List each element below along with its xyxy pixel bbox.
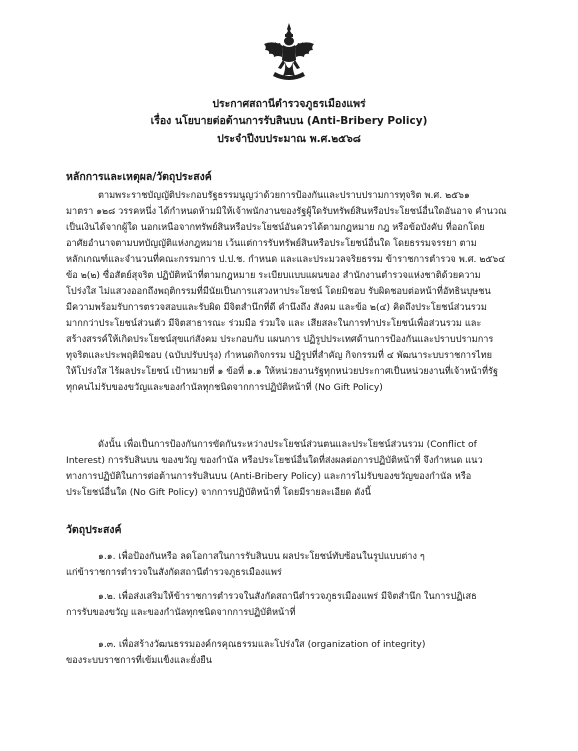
text-line: โปร่งใส ไม่แสวงออกถึงพฤติกรรมที่มีนัยเป็นการแสวงหาประโยชน์ โดยมิชอบ รับผิดชอบต่อหน้าที่อัทธินบุษชน bbox=[66, 286, 491, 297]
principles-paragraph-2 bbox=[66, 437, 515, 501]
text-line: แก่ข้าราชการตำรวจในสังกัดสถานีตำรวจภูธรเมืองแพร่ bbox=[66, 567, 282, 578]
text-line: ของระบบราชการที่เข้มแข็งและยั่งยืน bbox=[66, 655, 213, 666]
text-line: ข้อ ๒(๒) ซื่อสัตย์สุจริต ปฏิบัติหน้าที่ตามกฎหมาย ระเบียบแบบแผนของ สำนักงานตำรวจแห่งชาติด้วยความ bbox=[66, 270, 481, 281]
text-line: ให้โปร่งใส ไร้ผลประโยชน์ เป้าหมายที่ ๑ ข้อที่ ๑.๑ ให้หน่วยงานรัฐทุกหน่วยประกาศเป็นหน่วยงานที่เจ้าหน้าที่รัฐ bbox=[66, 366, 499, 377]
text-line: ทุกคนไม่รับของขวัญและของกำนัลทุกชนิดจากการปฏิบัติหน้าที่ (No Gift Policy) bbox=[66, 382, 383, 393]
text-line: มีความพร้อมรับการตรวจสอบและรับผิด มีจิตสำนึกที่ดี คำนึงถึง สังคม และข้อ ๒(๔) คิดถึงประโยชน์ส่วนรวม bbox=[66, 302, 487, 313]
text-line: ประโยชน์อื่นใด (No Gift Policy) จากการปฏิบัติหน้าที่ โดยมีรายละเอียด ดังนี้ bbox=[66, 487, 371, 498]
objective-item-3 bbox=[66, 637, 515, 669]
text-line: หลักเกณฑ์และจำนวนที่คณะกรรมการ ป.ป.ช. กำหนด และและประมวลจริยธรรม ข้าราชการตำรวจ พ.ศ. ๒๕๖๔ bbox=[66, 254, 506, 265]
announcement-subject: เรื่อง นโยบายต่อต้านการรับสินบน (Anti-Bribery Policy) bbox=[150, 115, 428, 127]
announcement-issuer: ประกาศสถานีตำรวจภูธรเมืองแพร่ bbox=[212, 98, 366, 110]
text-line: ทุจริตและประพฤติมิชอบ (ฉบับปรับปรุง) กำหนดกิจกรรม ปฏิรูปที่สำคัญ กิจกรรมที่ ๔ พัฒนาระบบราชการไทย bbox=[66, 350, 493, 361]
text-line: การรับของขวัญ และของกำนัลทุกชนิดจากการปฏิบัติหน้าที่ bbox=[66, 607, 296, 618]
principles-heading: หลักการและเหตุผล/วัตถุประสงค์ bbox=[66, 171, 212, 183]
objective-item-2 bbox=[66, 589, 515, 621]
text-line: ดังนั้น เพื่อเป็นการป้องกันการขัดกันระหว่างประโยชน์ส่วนตนและประโยชน์ส่วนรวม (Conflict of bbox=[98, 439, 477, 450]
text-line: สร้างสรรค์ให้เกิดประโยชน์สุขแก่สังคม ประกอบกับ แผนการ ปฏิรูปประเทศด้านการป้องกันและปราบปรามการ bbox=[66, 334, 494, 345]
text-line: อาศัยอำนาจตามบทบัญญัติแห่งกฎหมาย เว้นแต่การรับทรัพย์สินหรือประโยชน์อื่นใด โดยธรรมจรรยา ตาม bbox=[66, 238, 477, 249]
principles-paragraph-1 bbox=[66, 188, 515, 396]
text-line: ๑.๒. เพื่อส่งเสริมให้ข้าราชการตำรวจในสังกัดสถานีตำรวจภูธรเมืองแพร่ มีจิตสำนึก ในการปฏิเสธ bbox=[98, 591, 477, 602]
fiscal-year: ประจำปีงบประมาณ พ.ศ.๒๕๖๘ bbox=[217, 133, 361, 145]
objectives-heading: วัตถุประสงค์ bbox=[66, 524, 122, 536]
garuda-emblem-icon bbox=[261, 22, 317, 84]
text-line: ๑.๓. เพื่อสร้างวัฒนธรรมองค์กรคุณธรรมและโปร่งใส (organization of integrity) bbox=[98, 639, 426, 650]
text-line: มากกว่าประโยชน์ส่วนตัว มีจิตสาธารณะ ร่วมมือ ร่วมใจ และ เสียสละในการทำประโยชน์เพื่อส่วนรวม และ bbox=[66, 318, 482, 329]
text-line: เป็นเงินได้จากผู้ใด นอกเหนือจากทรัพย์สินหรือประโยชน์อันควรได้ตามกฎหมาย กฎ หรือข้อบังคับ ที่ออกโดย bbox=[66, 222, 485, 233]
text-line: ๑.๑. เพื่อป้องกันหรือ ลดโอกาสในการรับสินบน ผลประโยชน์ทับซ้อนในรูปแบบต่าง ๆ bbox=[98, 551, 425, 562]
text-line: ทางการปฏิบัติในการต่อต้านการรับสินบน (Anti-Bribery Policy) และการไม่รับของขวัญของกำนัล หรือ bbox=[66, 471, 472, 482]
text-line: Interest) การรับสินบน ของขวัญ ของกำนัล หรือประโยชน์อื่นใดที่ส่งผลต่อการปฏิบัติหน้าที่ จึงกำหนด แนว bbox=[66, 455, 483, 466]
text-line: มาตรา ๑๒๘ วรรคหนึ่ง ได้กำหนดห้ามมิให้เจ้าพนักงานของรัฐผู้ใดรับทรัพย์สินหรือประโยชน์อื่นใดอันอาจ คำนวณ bbox=[66, 206, 507, 217]
objective-item-1 bbox=[66, 549, 515, 581]
text-line: ตามพระราชบัญญัติประกอบรัฐธรรมนูญว่าด้วยการป้องกันและปราบปรามการทุจริต พ.ศ. ๒๕๖๑ bbox=[98, 190, 470, 201]
